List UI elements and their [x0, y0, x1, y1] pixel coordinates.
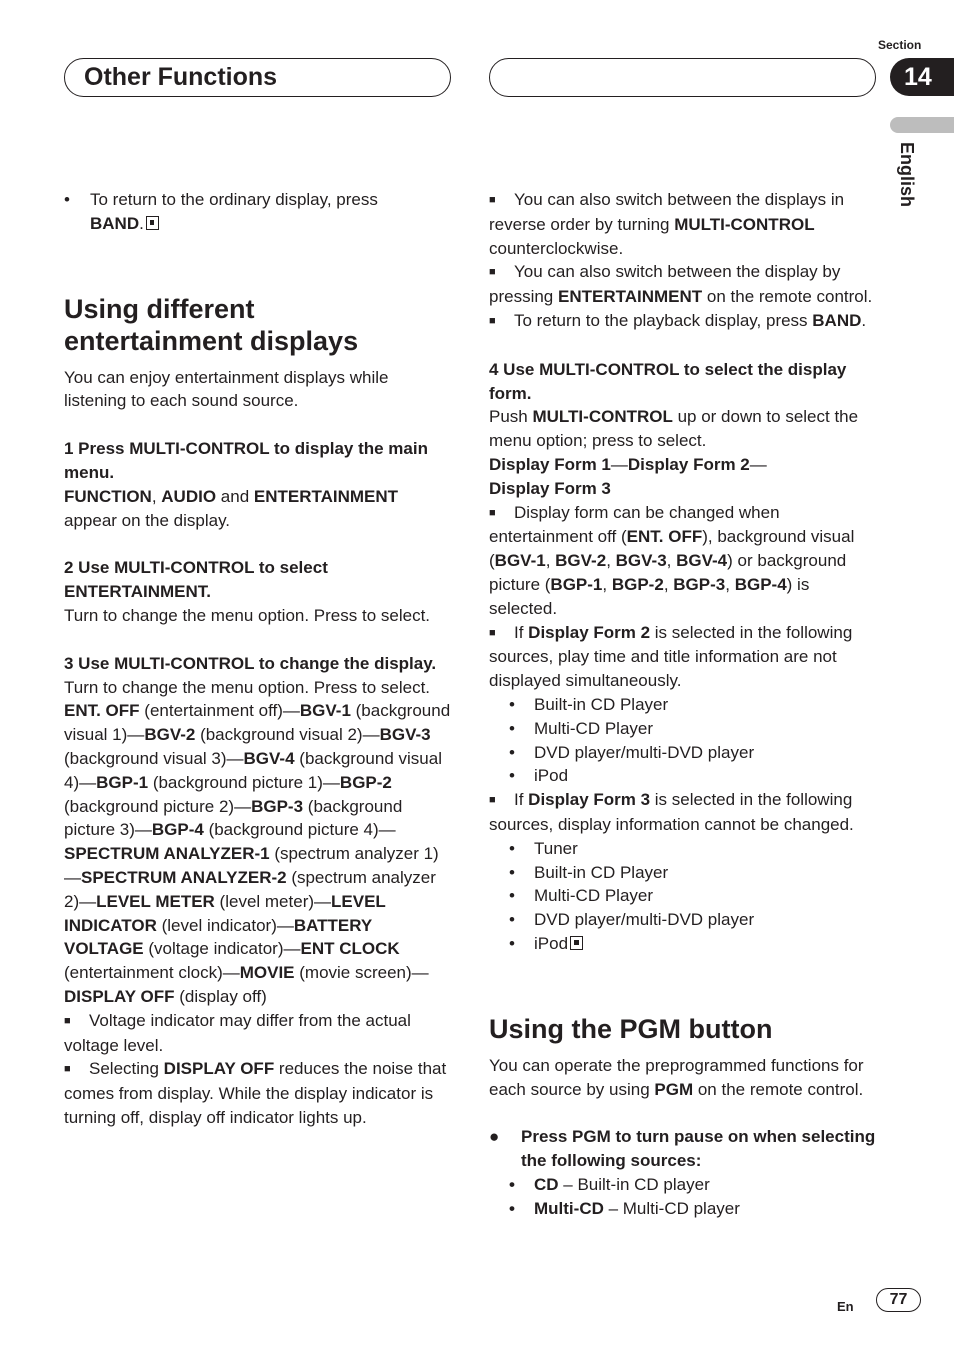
- heading-line-2: entertainment displays: [64, 325, 359, 356]
- step-1-text: [64, 485, 454, 533]
- pgm-step-text: Press PGM to turn pause on when selecting the following sources:: [521, 1127, 876, 1171]
- multi-control-key: MULTI-CONTROL: [532, 407, 673, 427]
- function-key: FUNCTION: [64, 486, 152, 506]
- filled-circle-icon: ●: [489, 1127, 500, 1147]
- section-number-badge: 14: [890, 58, 954, 96]
- display-option-key: BGV-1: [299, 701, 351, 721]
- bgv-key: BGV-4: [676, 551, 728, 571]
- note-mid: ), background visual (: [489, 527, 855, 571]
- form-2-source: • DVD player/multi-DVD player: [509, 742, 755, 762]
- voltage-note: [64, 1009, 454, 1058]
- step-4-title: 4 Use MULTI-CONTROL to select the display form.: [489, 359, 847, 403]
- form-3-source: • Multi-CD Player: [509, 886, 654, 906]
- note-prefix: You can also switch between the display by pressing: [489, 262, 841, 307]
- end-mark-icon: [570, 936, 583, 950]
- voltage-note-text: Voltage indicator may differ from the actual voltage level.: [64, 1010, 411, 1055]
- entertainment-heading: [64, 293, 454, 357]
- note-prefix: If: [514, 622, 529, 642]
- source-label: iPod: [534, 933, 569, 953]
- display-option-key: BGP-1: [96, 772, 149, 792]
- display-option-desc: (level meter)—: [214, 891, 332, 911]
- display-option-desc: (spectrum analyzer 2)—: [64, 867, 436, 911]
- source-label: Multi-CD Player: [534, 718, 654, 738]
- source-label: iPod: [534, 766, 569, 786]
- display-option-key: BGV-2: [144, 725, 196, 745]
- display-option-desc: (entertainment clock)—: [64, 963, 240, 983]
- display-option-desc: (background visual 2)—: [195, 725, 380, 745]
- source-label: DVD player/multi-DVD player: [534, 910, 755, 930]
- pgm-source: • Multi-CD – Multi-CD player: [509, 1198, 740, 1218]
- bgv-key: BGV-3: [615, 551, 667, 571]
- step-3-text: Turn to change the menu option. Press to select.: [64, 677, 431, 697]
- step-1-title: 1 Press MULTI-CONTROL to display the main menu.: [64, 439, 428, 482]
- display-option-desc: (background visual 1)—: [64, 701, 451, 745]
- sep: ,: [151, 486, 162, 506]
- display-off-key: DISPLAY OFF: [163, 1059, 275, 1079]
- source-label: Built-in CD Player: [534, 862, 669, 882]
- source-key: Multi-CD: [534, 1198, 604, 1218]
- display-option-key: ENT. OFF: [64, 701, 140, 721]
- left-column: [64, 188, 454, 1130]
- note-suffix: is selected in the following sources, play time and title information are not displayed simultaneously.: [489, 622, 853, 691]
- note-prefix: Selecting: [89, 1059, 164, 1079]
- note-square-icon: ■: [489, 194, 496, 206]
- pgm-intro-suffix: on the remote control.: [693, 1079, 864, 1099]
- display-option-key: ENT CLOCK: [300, 939, 400, 959]
- heading-line-1: Using different: [64, 293, 255, 324]
- bgv-key: BGV-1: [494, 551, 546, 571]
- display-option-desc: (background visual 4)—: [64, 748, 442, 792]
- note-square-icon: ■: [489, 314, 496, 327]
- language-tab-label: English: [897, 142, 917, 208]
- entertainment-key: ENTERTAINMENT: [253, 486, 399, 506]
- display-option-key: LEVEL INDICATOR: [64, 891, 386, 935]
- note-suffix: reduces the noise that comes from display. While the display indicator is turning off, display off indicator lights up.: [64, 1059, 447, 1127]
- bgp-key: BGP-3: [673, 574, 726, 594]
- display-option-key: BATTERY VOLTAGE: [64, 915, 372, 959]
- source-label: Multi-CD Player: [534, 886, 654, 906]
- note-square-icon: ■: [489, 626, 496, 639]
- note-square-icon: ■: [489, 266, 496, 279]
- step-4-text: [489, 405, 877, 453]
- return-playback-note: [489, 309, 877, 334]
- entertainment-intro: You can enjoy entertainment displays while listening to each sound source.: [64, 367, 389, 411]
- display-option-desc: (background visual 3)—: [64, 748, 244, 768]
- display-option-key: BGP-4: [151, 820, 204, 840]
- note-suffix: counterclockwise.: [489, 238, 624, 258]
- pgm-key: PGM: [654, 1079, 694, 1099]
- form-change-note: ■ Display form can be changed when entertainment off (ENT. OFF), background visual (BGV-1, BGV-2, BGV-3, BGV-4) or background picture (BGP-1, BGP-2, BGP-3, BGP-4) is selected.: [489, 502, 855, 618]
- note-suffix: ) is selected.: [489, 574, 810, 618]
- reverse-order-note: [489, 188, 877, 260]
- step-2-title: 2 Use MULTI-CONTROL to select ENTERTAINMENT.: [64, 558, 328, 602]
- language-tab-bar: [890, 117, 954, 133]
- display-option-key: BGP-2: [339, 772, 392, 792]
- band-key: BAND: [90, 213, 140, 233]
- form-3-source: • Built-in CD Player: [509, 862, 669, 882]
- form-3-source: • DVD player/multi-DVD player: [509, 910, 755, 930]
- note-prefix: If: [514, 790, 529, 810]
- step-4-suffix: up or down to select the menu option; press to select.: [489, 407, 859, 451]
- note-suffix: is selected in the following sources, display information cannot be changed.: [489, 790, 854, 834]
- display-form-3: Display Form 3: [489, 478, 611, 498]
- display-option-key: DISPLAY OFF: [64, 986, 175, 1006]
- display-option-key: BGP-3: [251, 796, 304, 816]
- ent-off-key: ENT. OFF: [626, 527, 703, 547]
- pgm-source: • CD – Built-in CD player: [509, 1174, 710, 1194]
- bgv-key: BGV-2: [555, 551, 607, 571]
- bgp-key: BGP-2: [611, 574, 664, 594]
- display-options-list: [64, 699, 454, 1008]
- display-option-desc: (background picture 4)—: [203, 820, 396, 840]
- step-3-title: 3 Use MULTI-CONTROL to change the display.: [64, 653, 437, 673]
- note-square-icon: ■: [64, 1063, 71, 1076]
- source-label: DVD player/multi-DVD player: [534, 742, 755, 762]
- pgm-step: [489, 1125, 877, 1173]
- form-3-source: • Tuner: [509, 838, 578, 858]
- display-form-3-key: Display Form 3: [528, 790, 651, 810]
- display-option-key: SPECTRUM ANALYZER-2: [81, 867, 287, 887]
- audio-key: AUDIO: [161, 486, 217, 506]
- display-off-note: [64, 1057, 454, 1129]
- note-square-icon: ■: [489, 794, 496, 807]
- note-mid: ) or background picture (: [489, 551, 847, 594]
- display-option-desc: (background picture 1)—: [148, 772, 340, 792]
- multi-control-key: MULTI-CONTROL: [674, 214, 815, 234]
- remote-switch-note: [489, 260, 877, 309]
- end-mark-icon: [146, 216, 159, 230]
- band-key: BAND: [812, 310, 862, 330]
- display-option-key: BGV-4: [243, 748, 295, 768]
- display-option-desc: (display off): [174, 986, 267, 1006]
- page-section-title: Other Functions: [84, 63, 278, 91]
- step-2-text: Turn to change the menu option. Press to select.: [64, 605, 431, 625]
- source-desc: – Built-in CD player: [558, 1174, 710, 1194]
- return-bullet-text: To return to the ordinary display, press: [90, 190, 378, 209]
- right-column: [489, 188, 877, 1220]
- source-key: CD: [534, 1174, 559, 1194]
- section-label: Section: [878, 38, 922, 52]
- display-form-1: Display Form 1: [489, 454, 611, 474]
- display-option-desc: (spectrum analyzer 1)—: [64, 844, 439, 887]
- display-option-key: LEVEL METER: [96, 891, 215, 911]
- step-1-suffix: appear on the display.: [64, 510, 231, 530]
- display-form-2-key: Display Form 2: [528, 622, 651, 642]
- step-4-prefix: Push: [489, 407, 533, 427]
- display-option-desc: (background picture 2)—: [64, 796, 252, 816]
- header-title-frame: [64, 58, 451, 97]
- display-option-desc: (background picture 3)—: [64, 796, 403, 840]
- form-3-source: • iPod: [489, 932, 877, 956]
- source-label: Tuner: [534, 838, 578, 858]
- display-forms: Display Form 1—Display Form 2— Display Form 3: [489, 454, 767, 498]
- display-option-desc: (level indicator)—: [156, 915, 294, 935]
- footer-language: En: [837, 1299, 854, 1314]
- display-option-desc: (movie screen)—: [294, 963, 429, 983]
- display-option-desc: (entertainment off)—: [139, 701, 300, 721]
- display-option-desc: (voltage indicator)—: [143, 939, 301, 959]
- note-prefix: To return to the playback display, press: [514, 310, 813, 330]
- note-suffix: .: [861, 310, 867, 330]
- source-desc: – Multi-CD player: [603, 1198, 740, 1218]
- form-2-source: • Built-in CD Player: [509, 694, 669, 714]
- form-2-source: • Multi-CD Player: [509, 718, 654, 738]
- form-3-note: [489, 788, 877, 837]
- pgm-intro: [489, 1054, 877, 1102]
- return-bullet: • To return to the ordinary display, press BAND.: [64, 190, 378, 233]
- note-suffix: on the remote control.: [702, 287, 873, 307]
- pgm-intro-prefix: You can operate the preprogrammed functions for each source by using: [489, 1055, 864, 1099]
- page-number: 77: [876, 1288, 921, 1312]
- header-blank-frame: [489, 58, 876, 97]
- sep: and: [216, 486, 254, 506]
- display-form-2: Display Form 2: [627, 454, 750, 474]
- source-label: Built-in CD Player: [534, 694, 669, 714]
- form-2-source: • iPod: [509, 766, 569, 786]
- entertainment-key: ENTERTAINMENT: [557, 287, 703, 307]
- display-option-key: MOVIE: [239, 963, 295, 983]
- bgp-key: BGP-1: [550, 574, 603, 594]
- display-option-key: BGV-3: [379, 725, 431, 745]
- pgm-heading: Using the PGM button: [489, 1013, 773, 1044]
- bgp-key: BGP-4: [734, 574, 787, 594]
- note-square-icon: ■: [489, 506, 496, 519]
- note-prefix: Display form can be changed when entertainment off (: [489, 502, 780, 547]
- note-prefix: You can also switch between the displays in reverse order by turning: [489, 190, 845, 234]
- display-option-key: SPECTRUM ANALYZER-1: [64, 844, 270, 864]
- form-2-note: [489, 621, 877, 693]
- note-square-icon: ■: [64, 1014, 71, 1027]
